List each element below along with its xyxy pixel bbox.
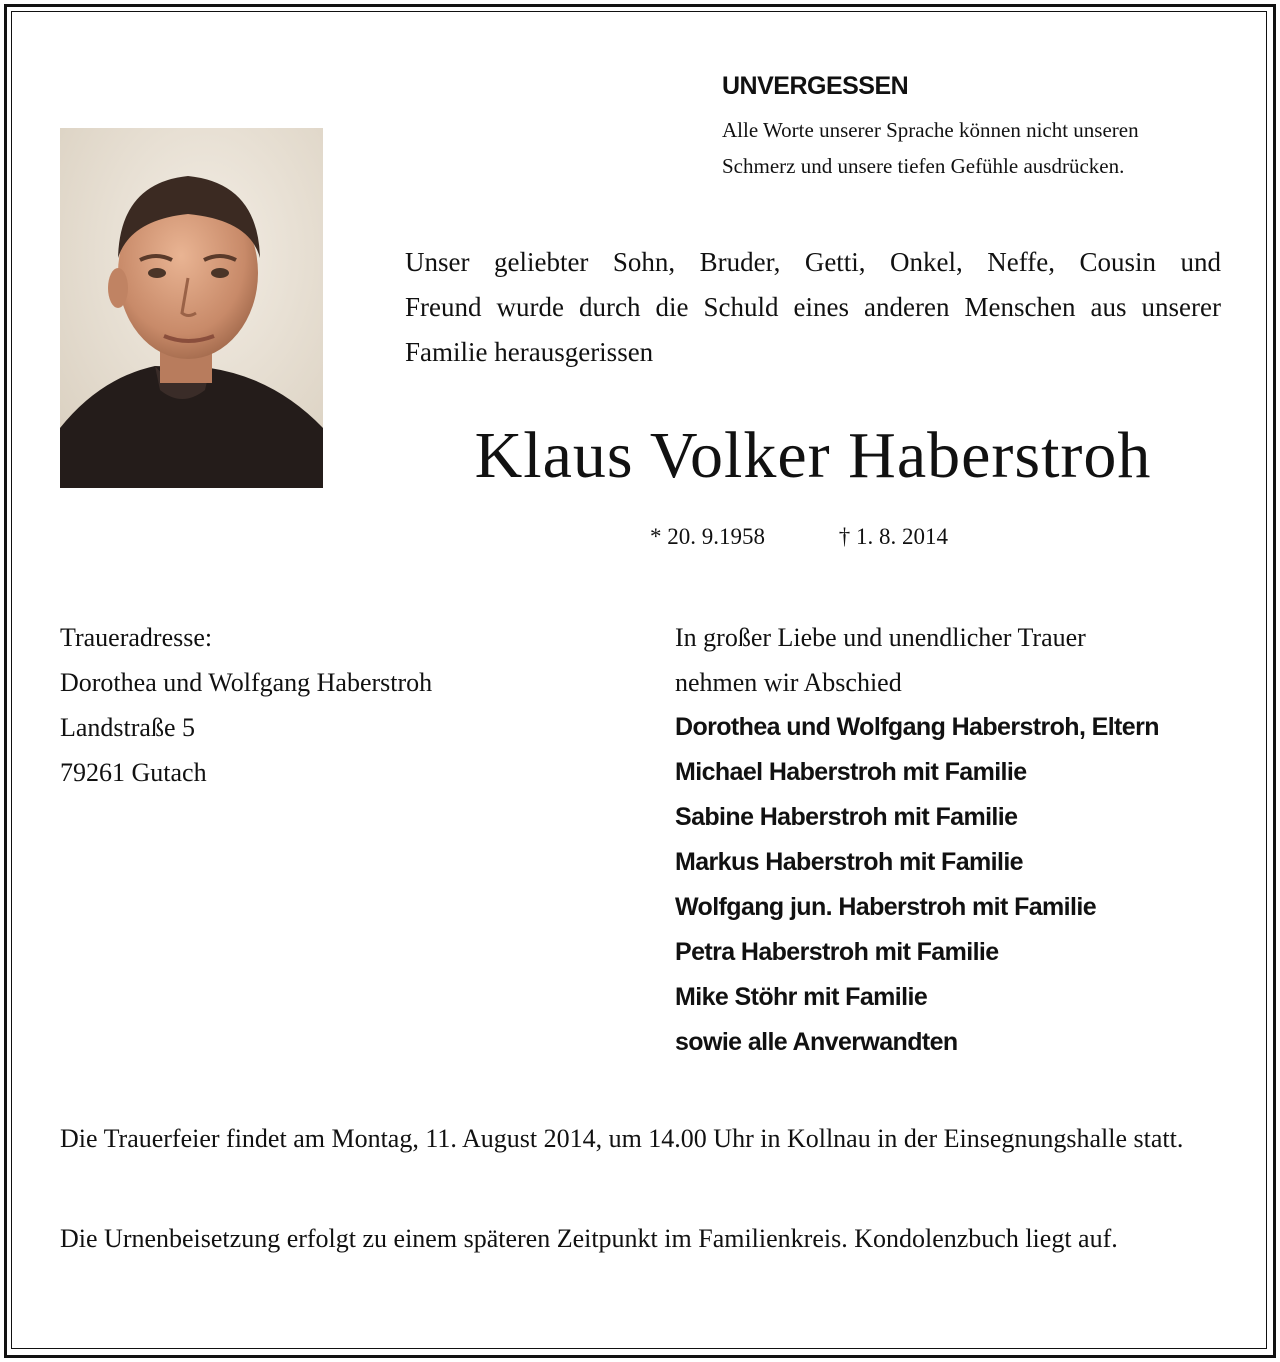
intro-line: Familie herausgerissen xyxy=(405,337,654,367)
address-city: 79261 Gutach xyxy=(60,758,207,787)
mourner-name: Markus Haberstroh mit Familie xyxy=(675,848,1023,876)
motto-text xyxy=(722,112,1222,184)
intro-paragraph xyxy=(405,240,1221,375)
address-street: Landstraße 5 xyxy=(60,713,196,742)
portrait-photo xyxy=(60,128,323,488)
mourner-name: Sabine Haberstroh mit Familie xyxy=(675,803,1018,831)
motto-line: Alle Worte unserer Sprache können nicht unseren xyxy=(722,118,1139,142)
deceased-name: Klaus Volker Haberstroh xyxy=(474,419,1152,492)
portrait-illustration xyxy=(60,128,323,488)
address-name: Dorothea und Wolfgang Haberstroh xyxy=(60,668,433,697)
intro-line: Freund wurde durch die Schuld eines anderen Menschen aus unserer xyxy=(405,292,1221,322)
birth-date: * 20. 9.1958 xyxy=(650,524,765,549)
mourners-list xyxy=(675,615,1159,1065)
mourner-name: sowie alle Anverwandten xyxy=(675,1028,958,1056)
mourners-intro-line: In großer Liebe und unendlicher Trauer xyxy=(675,623,1086,652)
mourner-name: Wolfgang jun. Haberstroh mit Familie xyxy=(675,893,1097,921)
mourning-address xyxy=(60,615,432,795)
mourner-name: Michael Haberstroh mit Familie xyxy=(675,758,1027,786)
mourner-name: Petra Haberstroh mit Familie xyxy=(675,938,999,966)
motto-title: UNVERGESSEN xyxy=(722,72,909,100)
mourner-name: Mike Stöhr mit Familie xyxy=(675,983,928,1011)
mourners-intro-line: nehmen wir Abschied xyxy=(675,668,902,697)
address-label: Traueradresse: xyxy=(60,623,213,652)
funeral-notice: Die Trauerfeier findet am Montag, 11. August 2014, um 14.00 Uhr in Kollnau in der Einsegnungshalle statt. xyxy=(60,1124,1184,1153)
motto-line: Schmerz und unsere tiefen Gefühle ausdrücken. xyxy=(722,154,1125,178)
mourner-name: Dorothea und Wolfgang Haberstroh, Eltern xyxy=(675,713,1159,741)
intro-line: Unser geliebter Sohn, Bruder, Getti, Onkel, Neffe, Cousin und xyxy=(405,247,1221,277)
life-dates xyxy=(650,524,948,550)
death-date: † 1. 8. 2014 xyxy=(838,524,948,549)
burial-notice: Die Urnenbeisetzung erfolgt zu einem späteren Zeitpunkt im Familienkreis. Kondolenzbuch liegt auf. xyxy=(60,1224,1118,1253)
